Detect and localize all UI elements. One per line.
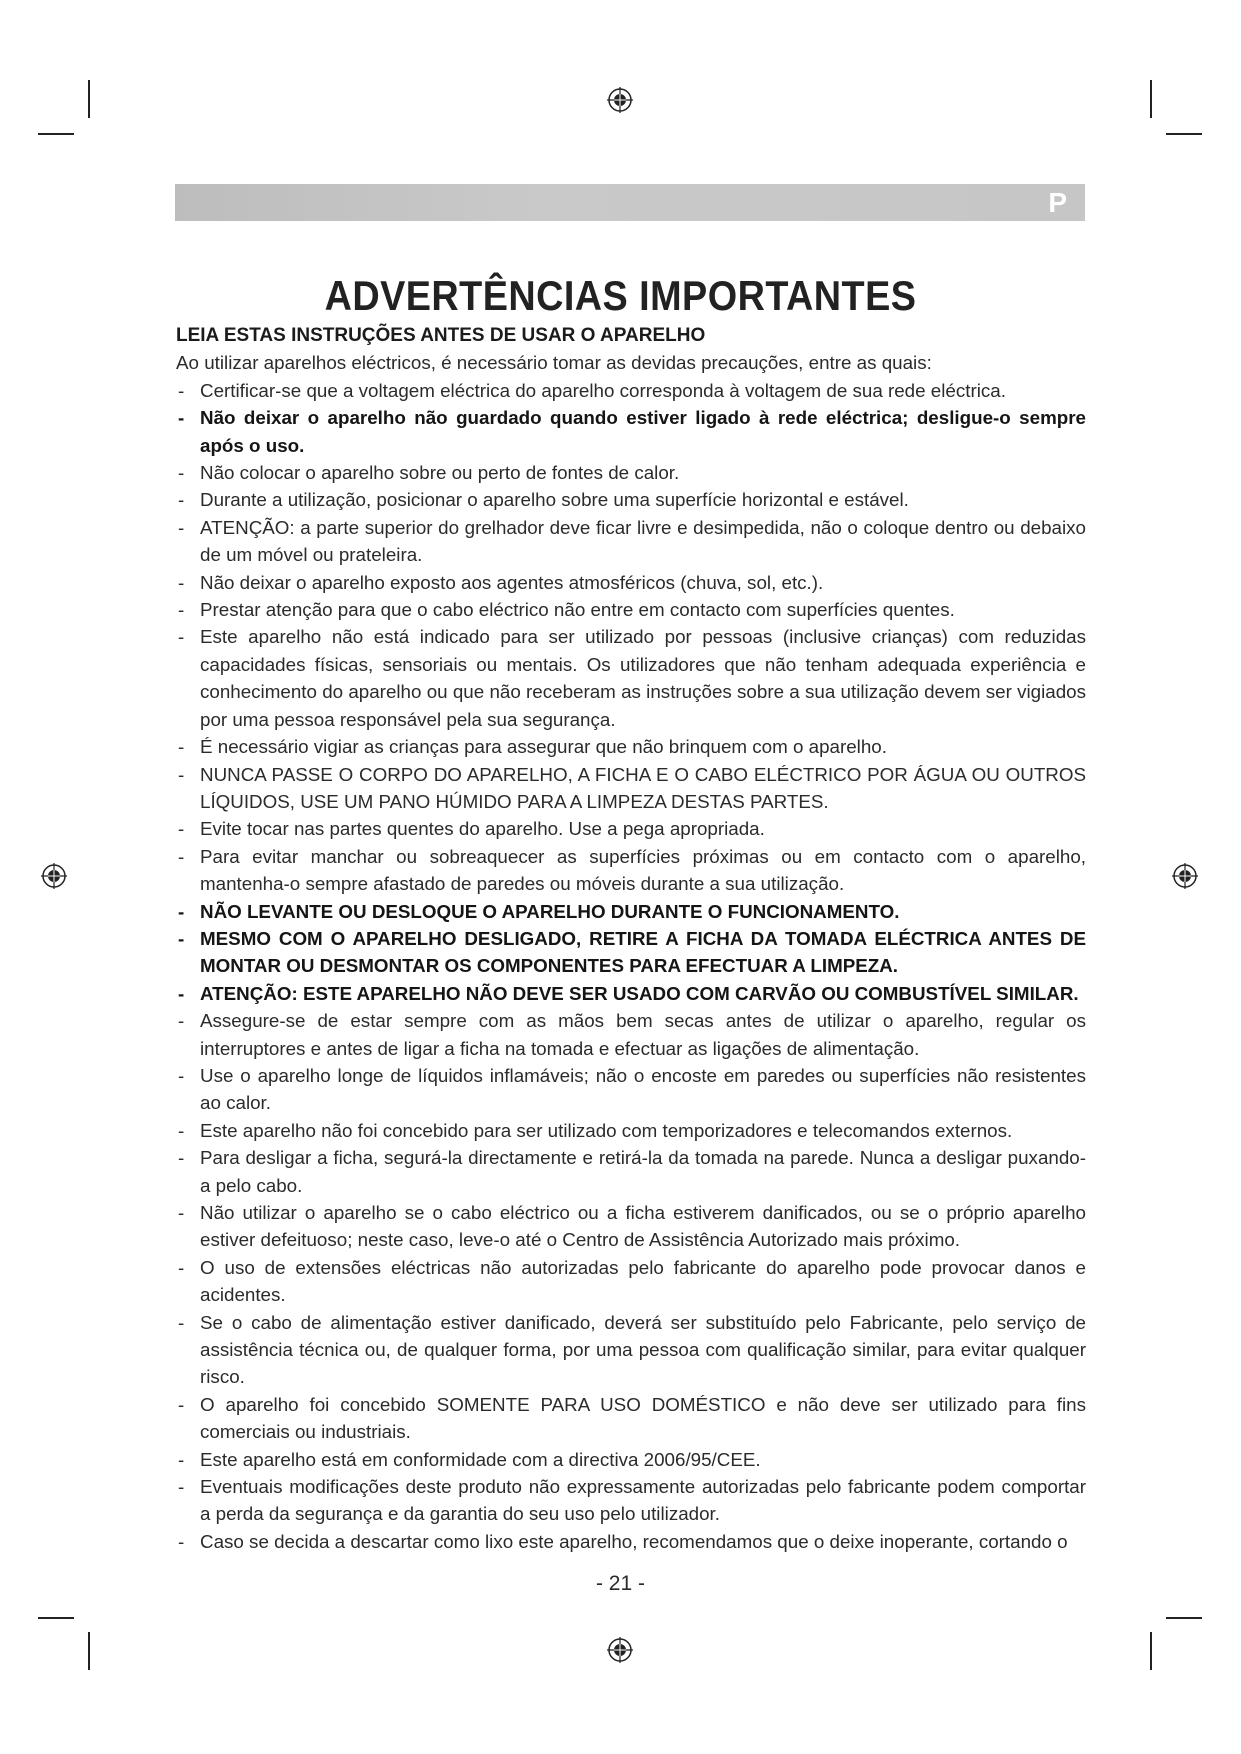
language-badge: P bbox=[1048, 187, 1067, 218]
section-subtitle: LEIA ESTAS INSTRUÇÕES ANTES DE USAR O APARELHO bbox=[176, 325, 706, 346]
warning-item: - MESMO COM O APARELHO DESLIGADO, RETIRE A FICHA DA TOMADA ELÉCTRICA ANTES DE MONTAR OU DESMONTAR OS COMPONENTES PARA EFECTUAR A LIMPEZA. bbox=[176, 925, 1086, 980]
warning-item: - Este aparelho não está indicado para ser utilizado por pessoas (inclusive crianças) com reduzidas capacidades físicas, sensoriais ou mentais. Os utilizadores que não tenham adequada experiência e conhecimento do aparelho ou que não receberam as instruções sobre a sua utilização devem ser vigiados por uma pessoa responsável pela sua segurança. bbox=[176, 623, 1086, 733]
warning-item: - Este aparelho não foi concebido para ser utilizado com temporizadores e telecomandos externos. bbox=[176, 1117, 1086, 1144]
crop-mark-top-right-horizontal bbox=[1166, 133, 1202, 135]
warning-item: - ATENÇÃO: ESTE APARELHO NÃO DEVE SER USADO COM CARVÃO OU COMBUSTÍVEL SIMILAR. bbox=[176, 980, 1086, 1007]
section-header-bar bbox=[175, 184, 1085, 221]
warning-item: - Durante a utilização, posicionar o aparelho sobre uma superfície horizontal e estável. bbox=[176, 486, 1086, 513]
warning-item: - É necessário vigiar as crianças para assegurar que não brinquem com o aparelho. bbox=[176, 733, 1086, 760]
warning-item: - O uso de extensões eléctricas não autorizadas pelo fabricante do aparelho pode provocar danos e acidentes. bbox=[176, 1254, 1086, 1309]
crop-mark-top-right-vertical bbox=[1150, 80, 1152, 118]
warning-item: - NÃO LEVANTE OU DESLOQUE O APARELHO DURANTE O FUNCIONAMENTO. bbox=[176, 898, 1086, 925]
document-body bbox=[176, 322, 1086, 1555]
crop-mark-bottom-right-horizontal bbox=[1166, 1617, 1202, 1619]
warning-item: - O aparelho foi concebido SOMENTE PARA USO DOMÉSTICO e não deve ser utilizado para fins comerciais ou industriais. bbox=[176, 1391, 1086, 1446]
crop-mark-top-left-horizontal bbox=[38, 133, 74, 135]
warning-item: - Use o aparelho longe de líquidos inflamáveis; não o encoste em paredes ou superfícies não resistentes ao calor. bbox=[176, 1062, 1086, 1117]
registration-mark-icon bbox=[607, 1637, 633, 1663]
crop-mark-bottom-left-horizontal bbox=[38, 1617, 74, 1619]
warnings-list bbox=[176, 377, 1086, 1555]
warning-item: - Não utilizar o aparelho se o cabo eléctrico ou a ficha estiverem danificados, ou se o próprio aparelho estiver defeituoso; neste caso, leve-o até o Centro de Assistência Autorizado mais próximo. bbox=[176, 1199, 1086, 1254]
warning-item: - Este aparelho está em conformidade com a directiva 2006/95/CEE. bbox=[176, 1446, 1086, 1473]
registration-mark-icon bbox=[607, 87, 633, 113]
warning-item: - Prestar atenção para que o cabo eléctrico não entre em contacto com superfícies quentes. bbox=[176, 596, 1086, 623]
crop-mark-bottom-right-vertical bbox=[1150, 1632, 1152, 1670]
crop-mark-bottom-left-vertical bbox=[88, 1632, 90, 1670]
warning-item: - Não deixar o aparelho exposto aos agentes atmosféricos (chuva, sol, etc.). bbox=[176, 569, 1086, 596]
warning-item: - Caso se decida a descartar como lixo este aparelho, recomendamos que o deixe inoperante, cortando o bbox=[176, 1528, 1086, 1555]
page-title: ADVERTÊNCIAS IMPORTANTES bbox=[324, 272, 917, 320]
warning-item: - ATENÇÃO: a parte superior do grelhador deve ficar livre e desimpedida, não o coloque dentro ou debaixo de um móvel ou prateleira. bbox=[176, 514, 1086, 569]
warning-item: - Para evitar manchar ou sobreaquecer as superfícies próximas ou em contacto com o aparelho, mantenha-o sempre afastado de paredes ou móveis durante a sua utilização. bbox=[176, 843, 1086, 898]
warning-item: - Eventuais modificações deste produto não expressamente autorizadas pelo fabricante podem comportar a perda da segurança e da garantia do seu uso pelo utilizador. bbox=[176, 1473, 1086, 1528]
warning-item: - Não colocar o aparelho sobre ou perto de fontes de calor. bbox=[176, 459, 1086, 486]
page-number: - 21 - bbox=[595, 1572, 645, 1595]
warning-item: - Evite tocar nas partes quentes do aparelho. Use a pega apropriada. bbox=[176, 815, 1086, 842]
crop-mark-top-left-vertical bbox=[88, 80, 90, 118]
warning-item: - Se o cabo de alimentação estiver danificado, deverá ser substituído pelo Fabricante, pelo serviço de assistência técnica ou, de qualquer forma, por uma pessoa com qualificação similar, para evitar qualquer risco. bbox=[176, 1309, 1086, 1391]
warning-item: - NUNCA PASSE O CORPO DO APARELHO, A FICHA E O CABO ELÉCTRICO POR ÁGUA OU OUTROS LÍQUIDOS, USE UM PANO HÚMIDO PARA A LIMPEZA DESTAS PARTES. bbox=[176, 761, 1086, 816]
warning-item: - Certificar-se que a voltagem eléctrica do aparelho corresponda à voltagem de sua rede eléctrica. bbox=[176, 377, 1086, 404]
intro-paragraph: Ao utilizar aparelhos eléctricos, é necessário tomar as devidas precauções, entre as quais: bbox=[176, 352, 932, 374]
warning-item: - Não deixar o aparelho não guardado quando estiver ligado à rede eléctrica; desligue-o sempre após o uso. bbox=[176, 404, 1086, 459]
warning-item: - Assegure-se de estar sempre com as mãos bem secas antes de utilizar o aparelho, regular os interruptores e antes de ligar a ficha na tomada e efectuar as ligações de alimentação. bbox=[176, 1007, 1086, 1062]
registration-mark-icon bbox=[1172, 863, 1198, 889]
warning-item: - Para desligar a ficha, segurá-la directamente e retirá-la da tomada na parede. Nunca a desligar puxando-a pelo cabo. bbox=[176, 1144, 1086, 1199]
registration-mark-icon bbox=[41, 863, 67, 889]
